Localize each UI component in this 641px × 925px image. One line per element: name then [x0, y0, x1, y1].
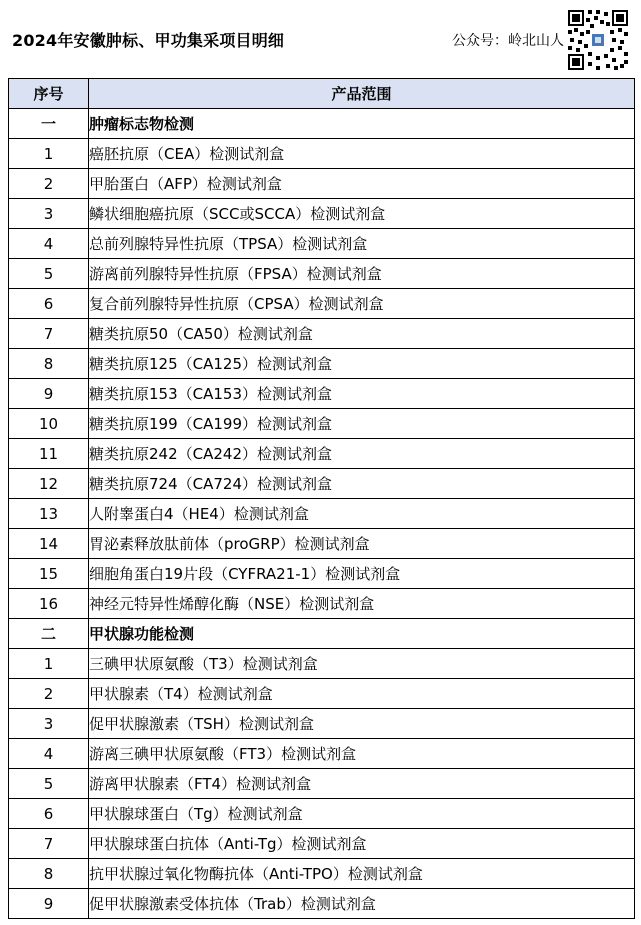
product-name: 游离前列腺特异性抗原（FPSA）检测试剂盒 [89, 259, 635, 289]
product-name: 抗甲状腺过氧化物酶抗体（Anti-TPO）检测试剂盒 [89, 859, 635, 889]
table-row [9, 319, 635, 349]
table-row [9, 139, 635, 169]
product-name: 游离三碘甲状原氨酸（FT3）检测试剂盒 [89, 739, 635, 769]
table-row [9, 499, 635, 529]
product-name: 癌胚抗原（CEA）检测试剂盒 [89, 139, 635, 169]
table-row [9, 799, 635, 829]
row-number: 9 [9, 379, 89, 409]
product-name: 甲状腺素（T4）检测试剂盒 [89, 679, 635, 709]
section-title: 甲状腺功能检测 [89, 619, 635, 649]
row-number: 6 [9, 289, 89, 319]
table-row [9, 829, 635, 859]
table-row [9, 739, 635, 769]
table-row [9, 439, 635, 469]
product-name: 糖类抗原153（CA153）检测试剂盒 [89, 379, 635, 409]
table-row [9, 769, 635, 799]
product-name: 总前列腺特异性抗原（TPSA）检测试剂盒 [89, 229, 635, 259]
product-name: 细胞角蛋白19片段（CYFRA21-1）检测试剂盒 [89, 559, 635, 589]
table-body [9, 109, 635, 919]
table-row [9, 649, 635, 679]
table-row [9, 889, 635, 919]
product-name: 胃泌素释放肽前体（proGRP）检测试剂盒 [89, 529, 635, 559]
product-name: 甲状腺球蛋白（Tg）检测试剂盒 [89, 799, 635, 829]
product-name: 甲状腺球蛋白抗体（Anti-Tg）检测试剂盒 [89, 829, 635, 859]
table-row [9, 559, 635, 589]
column-header-number: 序号 [9, 79, 89, 109]
product-name: 糖类抗原199（CA199）检测试剂盒 [89, 409, 635, 439]
table-row [9, 349, 635, 379]
table-row [9, 199, 635, 229]
row-number: 6 [9, 799, 89, 829]
row-number: 3 [9, 199, 89, 229]
product-name: 促甲状腺激素（TSH）检测试剂盒 [89, 709, 635, 739]
row-number: 13 [9, 499, 89, 529]
product-name: 甲胎蛋白（AFP）检测试剂盒 [89, 169, 635, 199]
table-row [9, 289, 635, 319]
table-header-row [9, 79, 635, 109]
table-row [9, 709, 635, 739]
qr-code-icon [566, 8, 630, 72]
row-number: 9 [9, 889, 89, 919]
row-number: 8 [9, 859, 89, 889]
product-name: 糖类抗原242（CA242）检测试剂盒 [89, 439, 635, 469]
row-number: 8 [9, 349, 89, 379]
row-number: 1 [9, 649, 89, 679]
account-label: 公众号：岭北山人 [452, 33, 564, 49]
column-header-product: 产品范围 [89, 79, 635, 109]
row-number: 7 [9, 319, 89, 349]
table-row [9, 529, 635, 559]
row-number: 10 [9, 409, 89, 439]
row-number: 4 [9, 229, 89, 259]
product-name: 复合前列腺特异性抗原（CPSA）检测试剂盒 [89, 289, 635, 319]
product-name: 游离甲状腺素（FT4）检测试剂盒 [89, 769, 635, 799]
section-row [9, 109, 635, 139]
table-row [9, 229, 635, 259]
product-name: 三碘甲状原氨酸（T3）检测试剂盒 [89, 649, 635, 679]
doc-title: 2024年安徽肿标、甲功集采项目明细 [12, 31, 285, 50]
table-row [9, 409, 635, 439]
table-row [9, 259, 635, 289]
row-number: 3 [9, 709, 89, 739]
row-number: 11 [9, 439, 89, 469]
product-name: 人附睾蛋白4（HE4）检测试剂盒 [89, 499, 635, 529]
product-name: 鳞状细胞癌抗原（SCC或SCCA）检测试剂盒 [89, 199, 635, 229]
table-row [9, 859, 635, 889]
row-number: 2 [9, 169, 89, 199]
table-row [9, 169, 635, 199]
section-title: 肿瘤标志物检测 [89, 109, 635, 139]
row-number: 1 [9, 139, 89, 169]
row-number: 14 [9, 529, 89, 559]
product-name: 促甲状腺激素受体抗体（Trab）检测试剂盒 [89, 889, 635, 919]
row-number: 二 [9, 619, 89, 649]
row-number: 5 [9, 259, 89, 289]
table-row [9, 679, 635, 709]
row-number: 12 [9, 469, 89, 499]
row-number: 2 [9, 679, 89, 709]
section-row [9, 619, 635, 649]
row-number: 4 [9, 739, 89, 769]
row-number: 5 [9, 769, 89, 799]
table-row [9, 589, 635, 619]
product-name: 糖类抗原125（CA125）检测试剂盒 [89, 349, 635, 379]
product-name: 糖类抗原724（CA724）检测试剂盒 [89, 469, 635, 499]
row-number: 16 [9, 589, 89, 619]
row-number: 一 [9, 109, 89, 139]
row-number: 15 [9, 559, 89, 589]
product-name: 神经元特异性烯醇化酶（NSE）检测试剂盒 [89, 589, 635, 619]
table-row [9, 379, 635, 409]
items-table [8, 78, 635, 919]
table-row [9, 469, 635, 499]
row-number: 7 [9, 829, 89, 859]
product-name: 糖类抗原50（CA50）检测试剂盒 [89, 319, 635, 349]
